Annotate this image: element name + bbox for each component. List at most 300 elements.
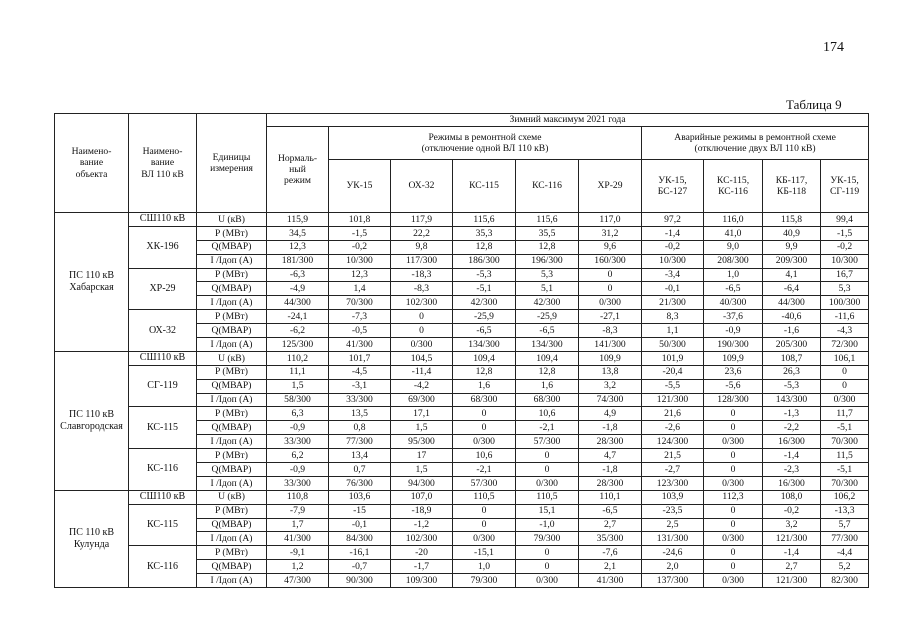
value-cell: 0	[453, 518, 516, 532]
value-cell: 0/300	[453, 532, 516, 546]
value-cell: 137/300	[642, 574, 704, 588]
value-cell: 44/300	[763, 296, 821, 310]
value-cell: 4,1	[763, 268, 821, 282]
value-cell: 1,6	[516, 379, 579, 393]
header-season: Зимний максимум 2021 года	[267, 114, 869, 127]
value-cell: 0	[704, 449, 763, 463]
value-cell: -6,2	[267, 324, 329, 338]
value-cell: 1,7	[267, 518, 329, 532]
value-cell: 11,5	[821, 449, 869, 463]
value-cell: 1,5	[267, 379, 329, 393]
value-cell: -4,2	[391, 379, 453, 393]
value-cell: 102/300	[391, 296, 453, 310]
table-row	[55, 351, 869, 365]
value-cell: 107,0	[391, 490, 453, 504]
value-cell: 57/300	[453, 476, 516, 490]
value-cell: 109,9	[704, 351, 763, 365]
value-cell: -5,6	[704, 379, 763, 393]
value-cell: 11,7	[821, 407, 869, 421]
object-name-cell: ПС 110 кВ Славгородская	[55, 351, 129, 490]
value-cell: 0	[516, 449, 579, 463]
value-cell: 12,8	[453, 240, 516, 254]
unit-cell: P (МВт)	[197, 407, 267, 421]
value-cell: 134/300	[516, 338, 579, 352]
table-row	[55, 407, 869, 421]
value-cell: 0	[579, 268, 642, 282]
value-cell: 1,0	[704, 268, 763, 282]
value-cell: 108,7	[763, 351, 821, 365]
value-cell: -0,1	[329, 518, 391, 532]
value-cell: 50/300	[642, 338, 704, 352]
value-cell: 109,4	[453, 351, 516, 365]
value-cell: -1,3	[763, 407, 821, 421]
value-cell: 10,6	[453, 449, 516, 463]
header-repair-col: КС-115	[453, 160, 516, 213]
value-cell: -3,1	[329, 379, 391, 393]
value-cell: 101,9	[642, 351, 704, 365]
unit-cell: P (МВт)	[197, 310, 267, 324]
value-cell: -8,3	[579, 324, 642, 338]
value-cell: -7,9	[267, 504, 329, 518]
value-cell: 1,1	[642, 324, 704, 338]
value-cell: 69/300	[391, 393, 453, 407]
unit-cell: P (МВт)	[197, 365, 267, 379]
value-cell: 23,6	[704, 365, 763, 379]
line-name-cell: ХК-196	[129, 226, 197, 268]
value-cell: 42/300	[453, 296, 516, 310]
value-cell: 190/300	[704, 338, 763, 352]
unit-cell: Q(МВАР)	[197, 379, 267, 393]
value-cell: 4,9	[579, 407, 642, 421]
header-emergency-col: УК-15, БС-127	[642, 160, 704, 213]
value-cell: 117,9	[391, 213, 453, 227]
value-cell: -20,4	[642, 365, 704, 379]
value-cell: -23,5	[642, 504, 704, 518]
value-cell: 1,4	[329, 282, 391, 296]
value-cell: 21,6	[642, 407, 704, 421]
value-cell: 16,7	[821, 268, 869, 282]
value-cell: -4,3	[821, 324, 869, 338]
value-cell: 42/300	[516, 296, 579, 310]
value-cell: 90/300	[329, 574, 391, 588]
table-row	[55, 365, 869, 379]
value-cell: 0/300	[821, 393, 869, 407]
value-cell: 110,5	[453, 490, 516, 504]
value-cell: 0	[391, 324, 453, 338]
value-cell: 21,5	[642, 449, 704, 463]
unit-cell: Q(МВАР)	[197, 282, 267, 296]
value-cell: 6,2	[267, 449, 329, 463]
value-cell: 103,6	[329, 490, 391, 504]
value-cell: 134/300	[453, 338, 516, 352]
header-object: Наимено- вание объекта	[55, 114, 129, 213]
unit-cell: Q(МВАР)	[197, 421, 267, 435]
value-cell: 121/300	[642, 393, 704, 407]
value-cell: 5,1	[516, 282, 579, 296]
value-cell: 13,8	[579, 365, 642, 379]
value-cell: 1,2	[267, 560, 329, 574]
value-cell: 109/300	[391, 574, 453, 588]
value-cell: 79/300	[516, 532, 579, 546]
value-cell: 0	[453, 421, 516, 435]
table-row	[55, 546, 869, 560]
value-cell: 0	[704, 560, 763, 574]
header-emergency-col: КС-115, КС-116	[704, 160, 763, 213]
value-cell: 6,3	[267, 407, 329, 421]
value-cell: 5,2	[821, 560, 869, 574]
value-cell: -1,5	[329, 226, 391, 240]
value-cell: 9,0	[704, 240, 763, 254]
value-cell: 101,7	[329, 351, 391, 365]
unit-cell: P (МВт)	[197, 226, 267, 240]
unit-cell: Q(МВАР)	[197, 463, 267, 477]
line-name-cell: КС-116	[129, 449, 197, 491]
value-cell: -6,4	[763, 282, 821, 296]
results-table	[54, 113, 869, 588]
value-cell: -1,2	[391, 518, 453, 532]
value-cell: -2,3	[763, 463, 821, 477]
table-caption: Таблица 9	[786, 97, 842, 112]
value-cell: 17,1	[391, 407, 453, 421]
value-cell: -5,5	[642, 379, 704, 393]
value-cell: 3,2	[763, 518, 821, 532]
unit-cell: U (кВ)	[197, 490, 267, 504]
table-body	[55, 213, 869, 588]
table-row	[55, 268, 869, 282]
value-cell: -5,3	[453, 268, 516, 282]
value-cell: 2,0	[642, 560, 704, 574]
value-cell: -4,4	[821, 546, 869, 560]
value-cell: -2,2	[763, 421, 821, 435]
header-repair-col: ОХ-32	[391, 160, 453, 213]
value-cell: -0,9	[704, 324, 763, 338]
value-cell: 72/300	[821, 338, 869, 352]
value-cell: 10/300	[821, 254, 869, 268]
value-cell: 70/300	[821, 435, 869, 449]
unit-cell: I /Iдоп (А)	[197, 574, 267, 588]
value-cell: 0	[391, 310, 453, 324]
unit-cell: I /Iдоп (А)	[197, 338, 267, 352]
value-cell: 41/300	[579, 574, 642, 588]
value-cell: 77/300	[329, 435, 391, 449]
value-cell: 0/300	[516, 476, 579, 490]
value-cell: 13,5	[329, 407, 391, 421]
value-cell: 13,4	[329, 449, 391, 463]
value-cell: -0,7	[329, 560, 391, 574]
value-cell: -15	[329, 504, 391, 518]
value-cell: -8,3	[391, 282, 453, 296]
unit-cell: I /Iдоп (А)	[197, 532, 267, 546]
value-cell: -25,9	[516, 310, 579, 324]
value-cell: 95/300	[391, 435, 453, 449]
value-cell: -5,1	[453, 282, 516, 296]
unit-cell: I /Iдоп (А)	[197, 296, 267, 310]
value-cell: 21/300	[642, 296, 704, 310]
header-repair-group: Режимы в ремонтной схеме (отключение одной ВЛ 110 кВ)	[329, 127, 642, 160]
unit-cell: Q(МВАР)	[197, 560, 267, 574]
header-emergency-group: Аварийные режимы в ремонтной схеме (отключение двух ВЛ 110 кВ)	[642, 127, 869, 160]
line-name-cell: КС-116	[129, 546, 197, 588]
value-cell: -27,1	[579, 310, 642, 324]
page-number: 174	[823, 40, 844, 55]
value-cell: 34,5	[267, 226, 329, 240]
value-cell: 11,1	[267, 365, 329, 379]
unit-cell: I /Iдоп (А)	[197, 435, 267, 449]
value-cell: 0/300	[704, 476, 763, 490]
value-cell: 74/300	[579, 393, 642, 407]
value-cell: -1,5	[821, 226, 869, 240]
value-cell: 115,6	[453, 213, 516, 227]
value-cell: 79/300	[453, 574, 516, 588]
unit-cell: P (МВт)	[197, 504, 267, 518]
value-cell: 12,3	[329, 268, 391, 282]
header-repair-col: КС-116	[516, 160, 579, 213]
value-cell: 125/300	[267, 338, 329, 352]
value-cell: 9,9	[763, 240, 821, 254]
value-cell: 70/300	[821, 476, 869, 490]
value-cell: 2,5	[642, 518, 704, 532]
value-cell: -1,4	[763, 546, 821, 560]
value-cell: 205/300	[763, 338, 821, 352]
value-cell: 58/300	[267, 393, 329, 407]
value-cell: 44/300	[267, 296, 329, 310]
value-cell: 15,1	[516, 504, 579, 518]
value-cell: -24,6	[642, 546, 704, 560]
value-cell: 57/300	[516, 435, 579, 449]
value-cell: 0/300	[391, 338, 453, 352]
value-cell: -7,3	[329, 310, 391, 324]
table-row	[55, 310, 869, 324]
value-cell: -0,9	[267, 421, 329, 435]
value-cell: -6,3	[267, 268, 329, 282]
value-cell: 28/300	[579, 476, 642, 490]
value-cell: 186/300	[453, 254, 516, 268]
line-name-cell: СШ110 кВ	[129, 213, 197, 227]
value-cell: 16/300	[763, 476, 821, 490]
value-cell: 8,3	[642, 310, 704, 324]
value-cell: -16,1	[329, 546, 391, 560]
header-emergency-col: КБ-117, КБ-118	[763, 160, 821, 213]
value-cell: -15,1	[453, 546, 516, 560]
value-cell: 22,2	[391, 226, 453, 240]
table-row	[55, 213, 869, 227]
unit-cell: I /Iдоп (А)	[197, 476, 267, 490]
value-cell: 110,1	[579, 490, 642, 504]
value-cell: 131/300	[642, 532, 704, 546]
value-cell: 109,9	[579, 351, 642, 365]
value-cell: 68/300	[453, 393, 516, 407]
value-cell: 104,5	[391, 351, 453, 365]
value-cell: -9,1	[267, 546, 329, 560]
value-cell: 41/300	[329, 338, 391, 352]
header-emergency-col: УК-15, СГ-119	[821, 160, 869, 213]
value-cell: 100/300	[821, 296, 869, 310]
value-cell: 0,8	[329, 421, 391, 435]
value-cell: -7,6	[579, 546, 642, 560]
value-cell: 101,8	[329, 213, 391, 227]
value-cell: 35,3	[453, 226, 516, 240]
value-cell: 35,5	[516, 226, 579, 240]
value-cell: -3,4	[642, 268, 704, 282]
value-cell: -5,1	[821, 421, 869, 435]
value-cell: 128/300	[704, 393, 763, 407]
value-cell: -4,5	[329, 365, 391, 379]
unit-cell: U (кВ)	[197, 213, 267, 227]
value-cell: -25,9	[453, 310, 516, 324]
value-cell: -6,5	[516, 324, 579, 338]
value-cell: -11,6	[821, 310, 869, 324]
value-cell: 115,9	[267, 213, 329, 227]
value-cell: 40/300	[704, 296, 763, 310]
value-cell: -24,1	[267, 310, 329, 324]
value-cell: 10/300	[329, 254, 391, 268]
value-cell: 106,1	[821, 351, 869, 365]
value-cell: 5,3	[516, 268, 579, 282]
value-cell: 70/300	[329, 296, 391, 310]
line-name-cell: КС-115	[129, 504, 197, 546]
value-cell: 2,7	[763, 560, 821, 574]
value-cell: 115,6	[516, 213, 579, 227]
value-cell: 124/300	[642, 435, 704, 449]
value-cell: 40,9	[763, 226, 821, 240]
value-cell: 121/300	[763, 574, 821, 588]
value-cell: 143/300	[763, 393, 821, 407]
value-cell: -0,9	[267, 463, 329, 477]
value-cell: 117/300	[391, 254, 453, 268]
value-cell: 0	[516, 560, 579, 574]
value-cell: 196/300	[516, 254, 579, 268]
value-cell: 112,3	[704, 490, 763, 504]
value-cell: 0/300	[704, 532, 763, 546]
unit-cell: P (МВт)	[197, 449, 267, 463]
value-cell: -20	[391, 546, 453, 560]
value-cell: 84/300	[329, 532, 391, 546]
value-cell: 28/300	[579, 435, 642, 449]
header-normal-mode: Нормаль- ный режим	[267, 127, 329, 213]
value-cell: -0,2	[642, 240, 704, 254]
value-cell: -5,1	[821, 463, 869, 477]
value-cell: 12,8	[516, 240, 579, 254]
value-cell: -2,6	[642, 421, 704, 435]
value-cell: 121/300	[763, 532, 821, 546]
value-cell: -0,2	[763, 504, 821, 518]
line-name-cell: СШ110 кВ	[129, 490, 197, 504]
header-unit: Единицы измерения	[197, 114, 267, 213]
table-row	[55, 490, 869, 504]
value-cell: 77/300	[821, 532, 869, 546]
value-cell: -1,8	[579, 463, 642, 477]
value-cell: 1,6	[453, 379, 516, 393]
value-cell: 0/300	[516, 574, 579, 588]
value-cell: 9,6	[579, 240, 642, 254]
value-cell: -0,2	[821, 240, 869, 254]
value-cell: -0,1	[642, 282, 704, 296]
value-cell: 0	[704, 463, 763, 477]
value-cell: 123/300	[642, 476, 704, 490]
value-cell: 12,3	[267, 240, 329, 254]
value-cell: -2,7	[642, 463, 704, 477]
value-cell: -37,6	[704, 310, 763, 324]
value-cell: 33/300	[329, 393, 391, 407]
value-cell: 97,2	[642, 213, 704, 227]
value-cell: 0	[453, 407, 516, 421]
value-cell: 117,0	[579, 213, 642, 227]
line-name-cell: КС-115	[129, 407, 197, 449]
line-name-cell: СГ-119	[129, 365, 197, 407]
header-repair-col: ХР-29	[579, 160, 642, 213]
value-cell: 33/300	[267, 476, 329, 490]
value-cell: -1,0	[516, 518, 579, 532]
value-cell: -6,5	[704, 282, 763, 296]
value-cell: 1,0	[453, 560, 516, 574]
object-name-cell: ПС 110 кВ Кулунда	[55, 490, 129, 587]
value-cell: 0	[704, 407, 763, 421]
object-name-cell: ПС 110 кВ Хабарская	[55, 213, 129, 352]
value-cell: 0	[821, 365, 869, 379]
value-cell: 0	[579, 282, 642, 296]
value-cell: 1,5	[391, 463, 453, 477]
value-cell: 1,5	[391, 421, 453, 435]
value-cell: -1,7	[391, 560, 453, 574]
value-cell: 0	[704, 518, 763, 532]
unit-cell: Q(МВАР)	[197, 240, 267, 254]
value-cell: 12,8	[516, 365, 579, 379]
unit-cell: I /Iдоп (А)	[197, 254, 267, 268]
value-cell: -40,6	[763, 310, 821, 324]
value-cell: 2,7	[579, 518, 642, 532]
value-cell: -1,4	[763, 449, 821, 463]
value-cell: 0/300	[704, 574, 763, 588]
value-cell: 35/300	[579, 532, 642, 546]
value-cell: -1,6	[763, 324, 821, 338]
value-cell: 110,2	[267, 351, 329, 365]
table-row	[55, 449, 869, 463]
value-cell: 31,2	[579, 226, 642, 240]
value-cell: -2,1	[516, 421, 579, 435]
value-cell: 99,4	[821, 213, 869, 227]
value-cell: 116,0	[704, 213, 763, 227]
line-name-cell: СШ110 кВ	[129, 351, 197, 365]
value-cell: 68/300	[516, 393, 579, 407]
unit-cell: Q(МВАР)	[197, 324, 267, 338]
value-cell: -13,3	[821, 504, 869, 518]
value-cell: 41,0	[704, 226, 763, 240]
value-cell: -5,3	[763, 379, 821, 393]
value-cell: 0	[516, 463, 579, 477]
value-cell: 41/300	[267, 532, 329, 546]
table-row	[55, 504, 869, 518]
value-cell: -18,9	[391, 504, 453, 518]
value-cell: 0	[704, 421, 763, 435]
value-cell: 12,8	[453, 365, 516, 379]
value-cell: 110,8	[267, 490, 329, 504]
value-cell: 94/300	[391, 476, 453, 490]
unit-cell: P (МВт)	[197, 546, 267, 560]
value-cell: 33/300	[267, 435, 329, 449]
value-cell: 0	[516, 546, 579, 560]
value-cell: 2,1	[579, 560, 642, 574]
value-cell: 0/300	[453, 435, 516, 449]
value-cell: 208/300	[704, 254, 763, 268]
value-cell: 209/300	[763, 254, 821, 268]
value-cell: 141/300	[579, 338, 642, 352]
value-cell: 181/300	[267, 254, 329, 268]
value-cell: 0/300	[704, 435, 763, 449]
value-cell: -4,9	[267, 282, 329, 296]
table-header	[55, 114, 869, 213]
value-cell: -0,5	[329, 324, 391, 338]
value-cell: 0	[821, 379, 869, 393]
